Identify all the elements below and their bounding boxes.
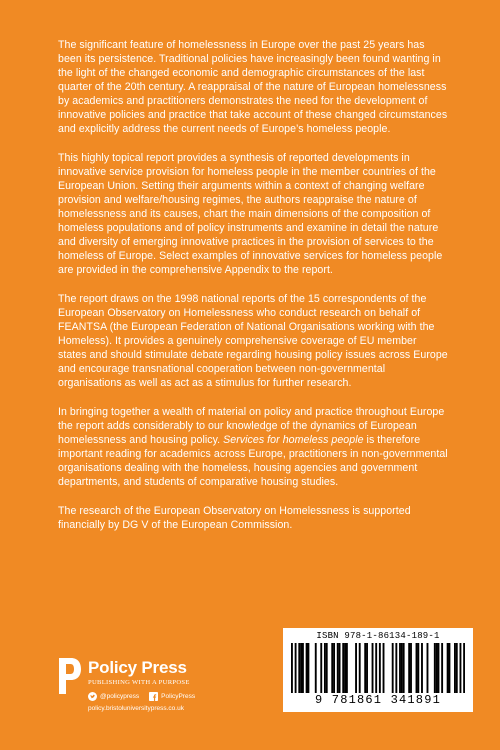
paragraph-4-lead: In bringing together a wealth of material on policy and practice throughout Europe the report adds considerably to our knowledge of the dynamics of European homelessness and housing policy.: [58, 406, 445, 446]
barcode-bar: [307, 643, 309, 693]
twitter-icon: [88, 692, 97, 701]
twitter-handle: @policypress: [100, 693, 140, 700]
barcode-bar: [383, 643, 385, 693]
barcode-bar: [434, 643, 436, 693]
barcode-bars: [291, 643, 465, 693]
book-title-italic: Services for homeless people: [223, 434, 364, 446]
blurb-paragraph-3: The report draws on the 1998 national reports of the 15 correspondents of the European Observatory on Homelessness who conduct research on behalf of FEANTSA (the European Federation of National Organisations working with the Homeless). It provides a genuinely comprehensive coverage of EU member states and should stimulate debate regarding housing policy issues across Europe and encourage transnational cooperation between non-governmental organisations as well as act as a stimulus for further research.: [58, 293, 448, 389]
barcode-bar: [438, 643, 440, 693]
facebook-link[interactable]: [149, 692, 195, 701]
publisher-tagline: PUBLISHING WITH A PURPOSE: [88, 679, 190, 686]
paragraph-4-tail: is therefore important reading for academics across Europe, practitioners in non-governmental organisations dealing with the homeless, housing agencies and government departments, and students of comparative housing studies.: [58, 434, 448, 488]
barcode-bar: [326, 643, 328, 693]
barcode-bar: [320, 643, 322, 693]
barcode-bar: [449, 643, 451, 693]
blurb-paragraph-1: The significant feature of homelessness in Europe over the past 25 years has been its persistence. Traditional policies have increasingly been found wanting in the light of the changed economic and demographic circumstances of the last quarter of the 20th century. A reappraisal of the nature of European homelessness by academics and practitioners demonstrates the need for the development of innovative policies and practice that take account of these changed circumstances and explicitly address the current needs of Europe’s homeless people.: [58, 39, 448, 135]
barcode-bar: [410, 643, 412, 693]
twitter-link[interactable]: [88, 692, 139, 701]
barcode-bar: [392, 643, 394, 693]
barcode-bar: [366, 643, 368, 693]
barcode-bar: [295, 643, 297, 693]
barcode-bar: [379, 643, 381, 693]
publisher-block: [58, 657, 258, 737]
barcode-bar: [460, 643, 462, 693]
barcode-bar: [339, 643, 341, 693]
facebook-handle: PolicyPress: [161, 693, 196, 700]
barcode-bar: [399, 643, 401, 693]
barcode-bar: [344, 643, 346, 693]
policy-press-logo-icon: [58, 657, 82, 695]
barcode-bar: [463, 643, 465, 693]
barcode-bar: [359, 643, 361, 693]
barcode-bar: [337, 643, 339, 693]
barcode-bar: [315, 643, 317, 693]
barcode-bar: [427, 643, 429, 693]
barcode-bar: [441, 643, 443, 693]
publisher-url[interactable]: policy.bristoluniversitypress.co.uk: [88, 705, 184, 712]
barcode-digits: 9 781861 341891: [314, 693, 442, 707]
isbn-barcode: [283, 628, 473, 712]
barcode-bar: [324, 643, 326, 693]
barcode-bar: [331, 643, 333, 693]
back-cover-text: [58, 38, 448, 547]
barcode-bar: [436, 643, 438, 693]
barcode-bar: [403, 643, 405, 693]
barcode-bar: [298, 643, 300, 693]
barcode-bar: [306, 643, 308, 693]
barcode-bar: [421, 643, 423, 693]
barcode-bar: [333, 643, 335, 693]
barcode-bar: [416, 643, 418, 693]
funding-note: The research of the European Observatory on Homelessness is supported financially by DG V of the European Commission.: [58, 505, 411, 531]
barcode-bar: [364, 643, 366, 693]
barcode-bar: [300, 643, 302, 693]
barcode-bar: [291, 643, 293, 693]
barcode-bar: [302, 643, 304, 693]
barcode-bar: [395, 643, 397, 693]
barcode-bar: [401, 643, 403, 693]
barcode-bar: [355, 643, 357, 693]
blurb-paragraph-4: [58, 405, 448, 489]
barcode-bar: [456, 643, 458, 693]
barcode-bar: [375, 643, 377, 693]
isbn-label: ISBN 978-1-86134-189-1: [316, 631, 440, 641]
facebook-icon: [149, 692, 158, 701]
social-links: [88, 692, 195, 701]
barcode-bar: [454, 643, 456, 693]
publisher-name: Policy Press: [88, 658, 187, 677]
barcode-bar: [417, 643, 419, 693]
barcode-bar: [346, 643, 348, 693]
barcode-bar: [372, 643, 374, 693]
blurb-paragraph-2: This highly topical report provides a synthesis of reported developments in innovative service provision for homeless people in the member countries of the European Union. Setting their arguments within a context of changing welfare provision and welfare/housing regimes, the authors reappraise the nature of homelessness and its causes, chart the main dimensions of the composition of homeless populations and of policy instruments and examine in detail the nature and diversity of emerging innovative practices in the provision of services to the homeless of Europe. Select examples of innovative services for homeless people are provided in the comprehensive Appendix to the report.: [58, 152, 443, 276]
barcode-bar: [447, 643, 449, 693]
barcode-bar: [408, 643, 410, 693]
barcode-bar: [342, 643, 344, 693]
